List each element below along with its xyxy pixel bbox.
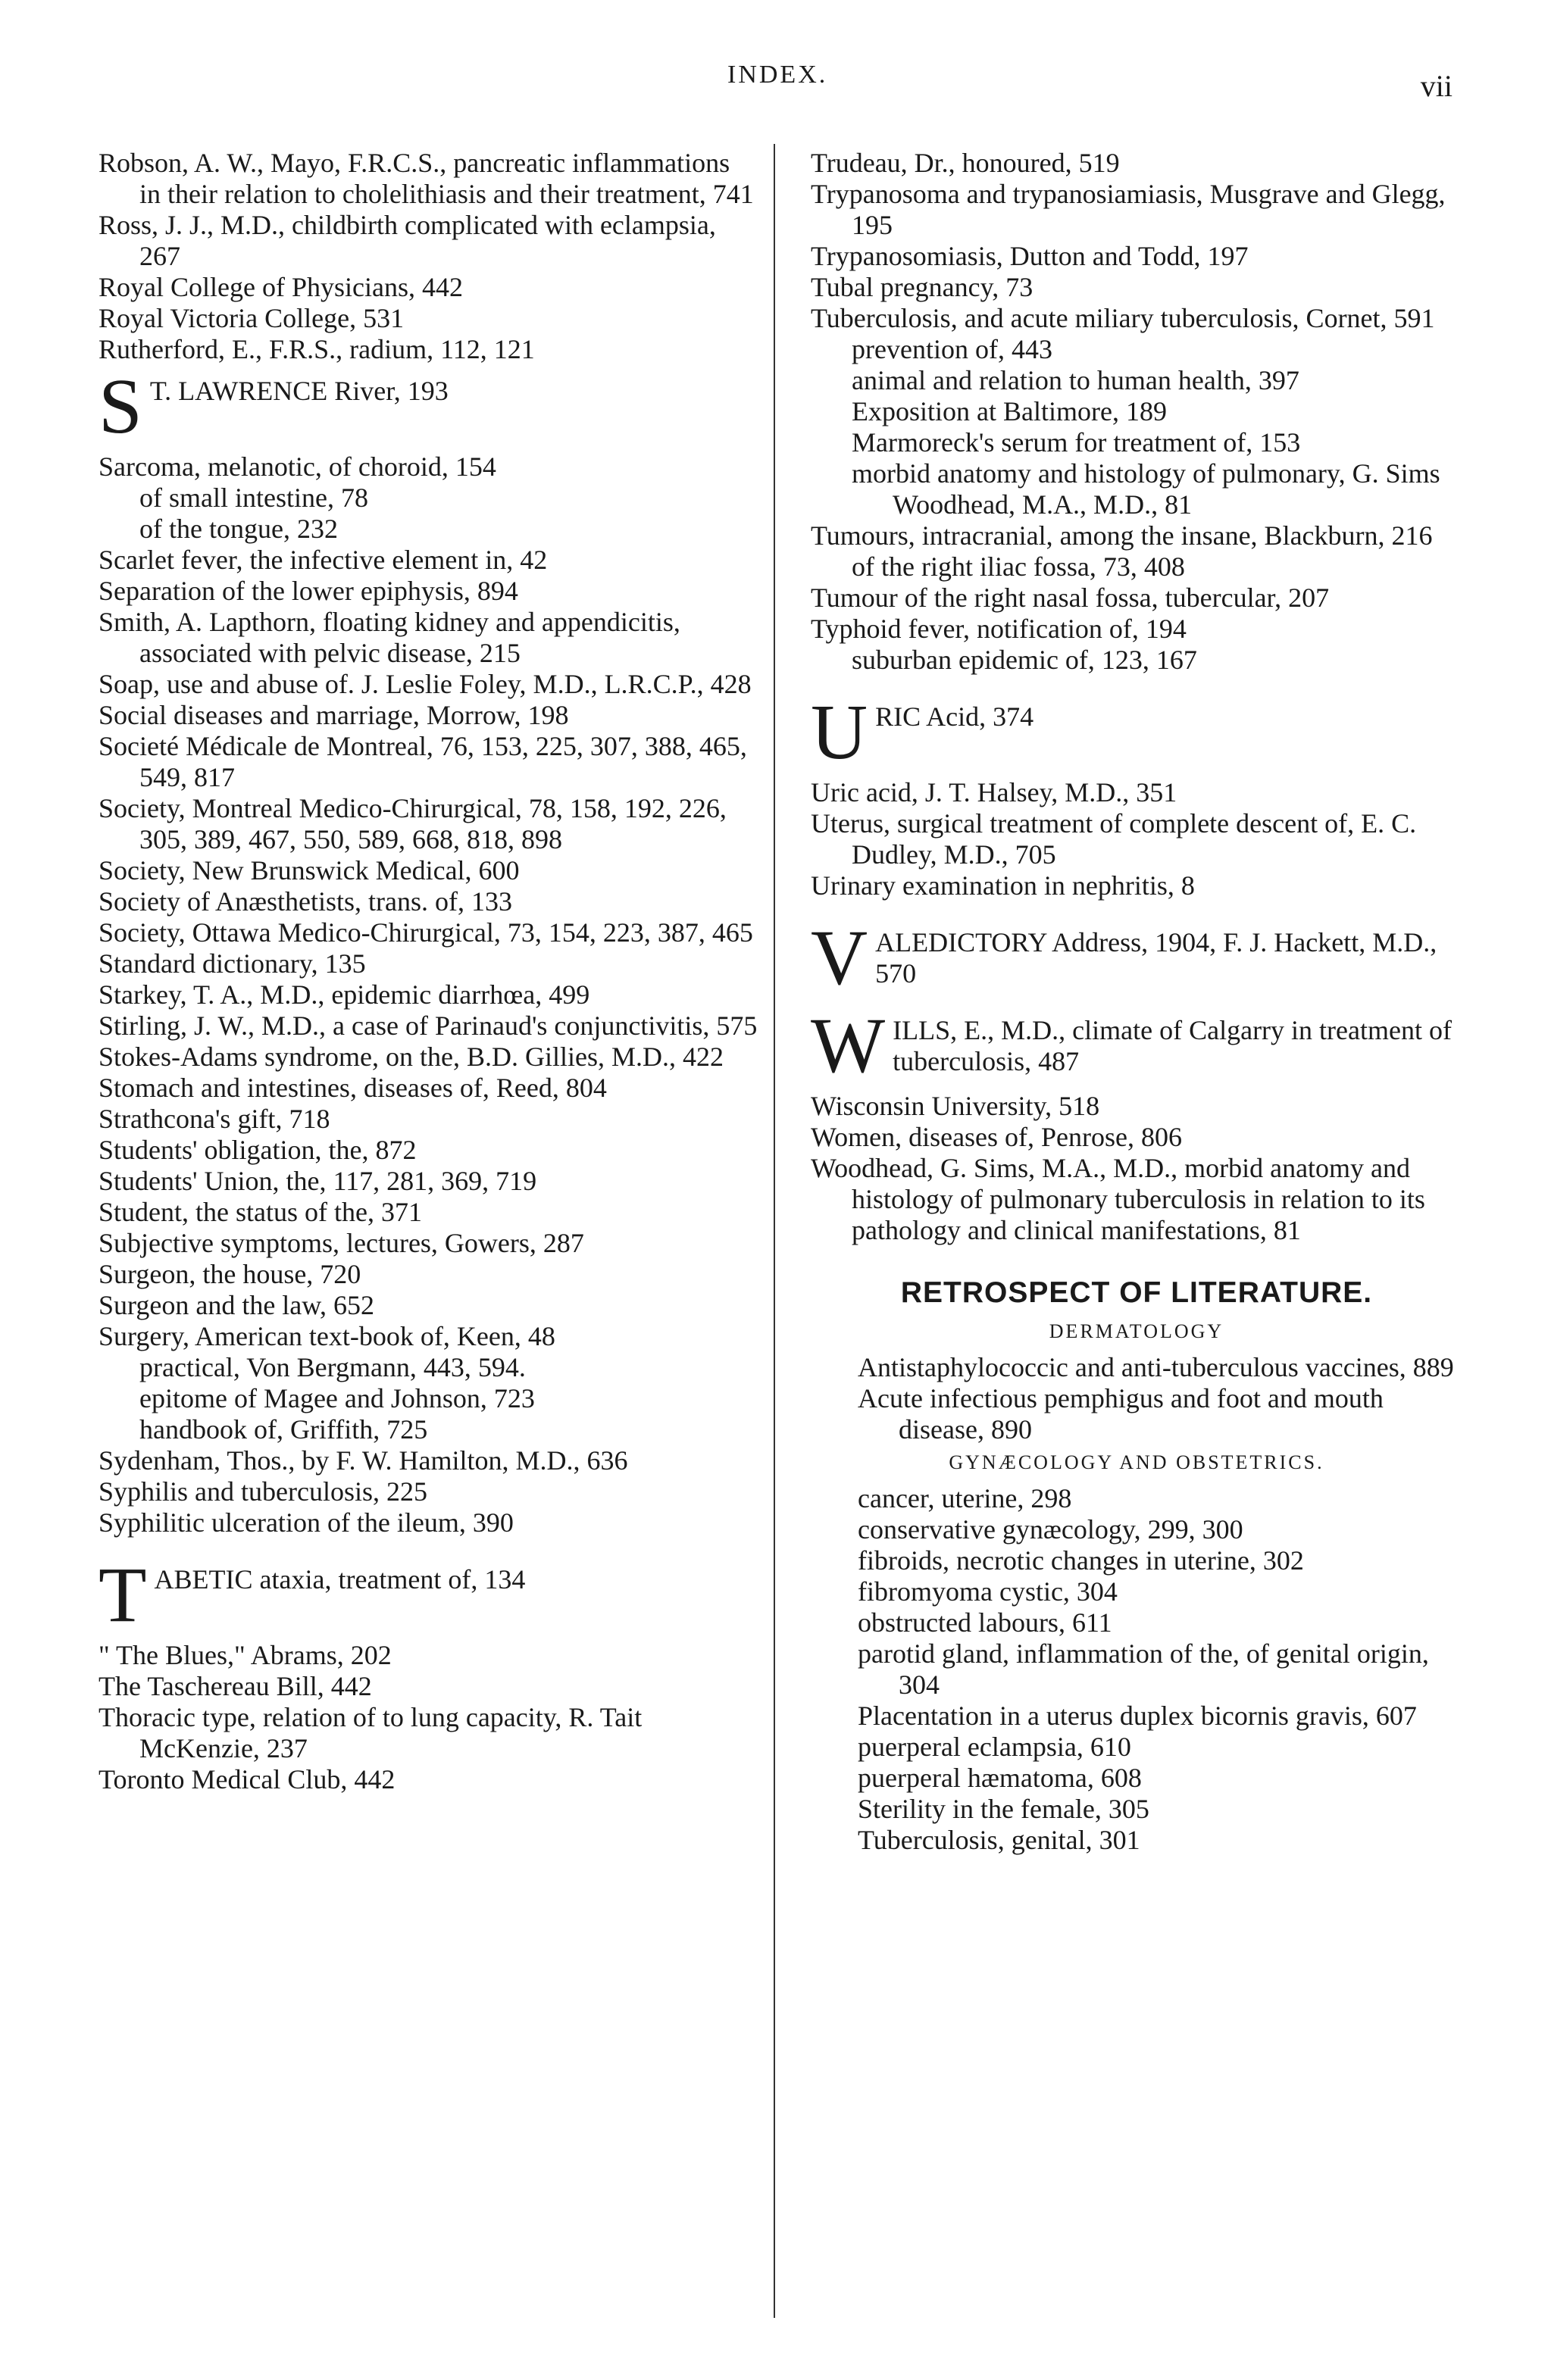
- index-entry: Tumours, intracranial, among the insane, Blackburn, 216: [811, 520, 1433, 551]
- index-entry: Stokes-Adams syndrome, on the, B.D. Gillies, M.D., 422: [99, 1042, 724, 1072]
- index-entry: Wisconsin University, 518: [811, 1091, 1100, 1121]
- index-entry: Strathcona's gift, 718: [99, 1104, 330, 1134]
- section-head-text: ILLS, E., M.D., climate of Calgarry in treatment of tuberculosis, 487: [893, 1015, 1452, 1076]
- retrospect-title: RETROSPECT OF LITERATURE.: [900, 1276, 1373, 1309]
- index-entry: animal and relation to human health, 397: [852, 365, 1299, 395]
- section-head-text: ALEDICTORY Address, 1904, F. J. Hackett, M.D., 570: [875, 927, 1437, 989]
- page-number: vii: [1420, 69, 1452, 103]
- section-head-text: ABETIC ataxia, treatment of, 134: [154, 1564, 526, 1594]
- retrospect-entry: conservative gynæcology, 299, 300: [858, 1514, 1243, 1545]
- index-group-u: [811, 777, 1462, 901]
- section-head-t: [99, 1551, 758, 1638]
- index-entry: handbook of, Griffith, 725: [139, 1414, 428, 1445]
- index-entry: Separation of the lower epiphysis, 894: [99, 576, 518, 606]
- index-entry: Society of Anæsthetists, trans. of, 133: [99, 886, 512, 917]
- index-entry: Marmoreck's serum for treatment of, 153: [852, 427, 1301, 458]
- index-entry: Syphilis and tuberculosis, 225: [99, 1476, 427, 1507]
- index-entry: Royal Victoria College, 531: [99, 303, 405, 333]
- index-entry: Stirling, J. W., M.D., a case of Parinaud's conjunctivitis, 575: [99, 1010, 758, 1041]
- retrospect-sections: [811, 1320, 1462, 1856]
- index-entry: Women, diseases of, Penrose, 806: [811, 1122, 1183, 1152]
- index-entry: Trudeau, Dr., honoured, 519: [811, 148, 1120, 178]
- section-head-w: [811, 1002, 1462, 1089]
- retrospect-section-heading: GYNÆCOLOGY AND OBSTETRICS.: [949, 1451, 1324, 1473]
- section-head-v: [811, 914, 1462, 1001]
- index-entry: Robson, A. W., Mayo, F.R.C.S., pancreatic inflammations in their relation to cholelithiasis and their treatment, 741: [99, 148, 754, 209]
- section-head-u: [811, 689, 1462, 776]
- index-entry: Uterus, surgical treatment of complete descent of, E. C. Dudley, M.D., 705: [811, 808, 1417, 870]
- index-entry: Sarcoma, melanotic, of choroid, 154: [99, 451, 496, 482]
- index-entry: Royal College of Physicians, 442: [99, 272, 463, 302]
- index-entry: Rutherford, E., F.R.S., radium, 112, 121: [99, 334, 535, 364]
- retrospect-entry: fibroids, necrotic changes in uterine, 302: [858, 1545, 1304, 1576]
- index-entry: Woodhead, G. Sims, M.A., M.D., morbid anatomy and histology of pulmonary tuberculosis in relation to its pathology and clinical manifestations, 81: [811, 1153, 1425, 1245]
- index-entry: Society, New Brunswick Medical, 600: [99, 855, 520, 885]
- right-column: [811, 148, 1462, 1856]
- retrospect-entry: obstructed labours, 611: [858, 1607, 1112, 1638]
- index-entry: Thoracic type, relation of to lung capacity, R. Tait McKenzie, 237: [99, 1702, 643, 1763]
- index-entry: morbid anatomy and histology of pulmonary, G. Sims Woodhead, M.A., M.D., 81: [852, 458, 1440, 520]
- index-entry: epitome of Magee and Johnson, 723: [139, 1383, 535, 1413]
- index-entry: Tumour of the right nasal fossa, tubercular, 207: [811, 583, 1330, 613]
- index-entry: Students' Union, the, 117, 281, 369, 719: [99, 1166, 537, 1196]
- section-head-text: T. LAWRENCE River, 193: [149, 376, 449, 406]
- index-entry: Trypanosomiasis, Dutton and Todd, 197: [811, 241, 1249, 271]
- retrospect-entry-list: [811, 1483, 1462, 1856]
- index-entry: of small intestine, 78: [139, 483, 368, 513]
- retrospect-entry: puerperal hæmatoma, 608: [858, 1763, 1142, 1793]
- column-divider: [774, 144, 775, 2318]
- section-head-text: RIC Acid, 374: [875, 701, 1034, 732]
- index-entry: Standard dictionary, 135: [99, 948, 366, 979]
- index-entry: Surgeon, the house, 720: [99, 1259, 361, 1289]
- index-group-s: [99, 451, 758, 1538]
- dropcap-v: V: [811, 914, 868, 1001]
- index-entry: Typhoid fever, notification of, 194: [811, 614, 1187, 644]
- index-entry: Students' obligation, the, 872: [99, 1135, 417, 1165]
- retrospect-entry: cancer, uterine, 298: [858, 1483, 1072, 1513]
- index-entry: Surgeon and the law, 652: [99, 1290, 374, 1320]
- running-head: [0, 61, 1551, 106]
- index-entry: Exposition at Baltimore, 189: [852, 396, 1167, 426]
- retrospect-entry: Sterility in the female, 305: [858, 1794, 1149, 1824]
- index-entry: suburban epidemic of, 123, 167: [852, 645, 1197, 675]
- index-entry: Social diseases and marriage, Morrow, 198: [99, 700, 569, 730]
- index-entry: Sydenham, Thos., by F. W. Hamilton, M.D., 636: [99, 1445, 628, 1476]
- index-entry: of the right iliac fossa, 73, 408: [852, 551, 1185, 582]
- retrospect-entry: fibromyoma cystic, 304: [858, 1576, 1118, 1607]
- retrospect-entry: Acute infectious pemphigus and foot and mouth disease, 890: [858, 1383, 1384, 1445]
- index-entry: Tuberculosis, and acute miliary tuberculosis, Cornet, 591: [811, 303, 1435, 333]
- dropcap-w: W: [811, 1002, 886, 1089]
- index-entry: prevention of, 443: [852, 334, 1052, 364]
- retrospect-entry-list: [811, 1352, 1462, 1445]
- index-entry: Society, Ottawa Medico-Chirurgical, 73, 154, 223, 387, 465: [99, 917, 753, 948]
- retrospect-entry: Antistaphylococcic and anti-tuberculous vaccines, 889: [858, 1352, 1454, 1382]
- index-group-t-continued: [811, 148, 1462, 676]
- index-entry: The Taschereau Bill, 442: [99, 1671, 372, 1701]
- retrospect-entry: parotid gland, inflammation of the, of genital origin, 304: [858, 1638, 1429, 1700]
- dropcap-u: U: [811, 689, 868, 776]
- index-entry: Starkey, T. A., M.D., epidemic diarrhœa, 499: [99, 979, 590, 1010]
- retrospect-entry: Tuberculosis, genital, 301: [858, 1825, 1140, 1855]
- index-entry: practical, Von Bergmann, 443, 594.: [139, 1352, 526, 1382]
- retrospect-entry: puerperal eclampsia, 610: [858, 1732, 1131, 1762]
- index-entry: of the tongue, 232: [139, 514, 338, 544]
- index-entry: Trypanosoma and trypanosiamiasis, Musgrave and Glegg, 195: [811, 179, 1446, 240]
- index-entry: Smith, A. Lapthorn, floating kidney and appendicitis, associated with pelvic disease, 215: [99, 607, 680, 668]
- index-entry: Soap, use and abuse of. J. Leslie Foley, M.D., L.R.C.P., 428: [99, 669, 752, 699]
- section-head-s: [99, 363, 758, 450]
- page-title: INDEX.: [727, 61, 828, 89]
- index-entry: Ross, J. J., M.D., childbirth complicated with eclampsia, 267: [99, 210, 716, 271]
- index-entry: Societé Médicale de Montreal, 76, 153, 225, 307, 388, 465, 549, 817: [99, 731, 747, 792]
- index-entry: Urinary examination in nephritis, 8: [811, 870, 1195, 901]
- index-group-t: [99, 1640, 758, 1795]
- dropcap-s: S: [99, 363, 142, 450]
- index-entry: Syphilitic ulceration of the ileum, 390: [99, 1507, 514, 1538]
- index-entry: Stomach and intestines, diseases of, Reed, 804: [99, 1073, 607, 1103]
- index-entry: " The Blues," Abrams, 202: [99, 1640, 392, 1670]
- index-entry: Uric acid, J. T. Halsey, M.D., 351: [811, 777, 1177, 807]
- index-entry: Tubal pregnancy, 73: [811, 272, 1033, 302]
- index-entry: Scarlet fever, the infective element in, 42: [99, 545, 548, 575]
- index-entry: Surgery, American text-book of, Keen, 48: [99, 1321, 555, 1351]
- index-entry: Society, Montreal Medico-Chirurgical, 78, 158, 192, 226, 305, 389, 467, 550, 589, 668, 818, 898: [99, 793, 727, 854]
- dropcap-t: T: [99, 1551, 147, 1638]
- retrospect-entry: Placentation in a uterus duplex bicornis gravis, 607: [858, 1701, 1417, 1731]
- index-entry: Subjective symptoms, lectures, Gowers, 287: [99, 1228, 584, 1258]
- index-group-r: [99, 148, 758, 365]
- retrospect-section-heading: DERMATOLOGY: [1049, 1320, 1224, 1342]
- index-group-w: [811, 1091, 1462, 1246]
- index-entry: Toronto Medical Club, 442: [99, 1764, 396, 1794]
- index-entry: Student, the status of the, 371: [99, 1197, 422, 1227]
- left-column: [99, 148, 758, 1795]
